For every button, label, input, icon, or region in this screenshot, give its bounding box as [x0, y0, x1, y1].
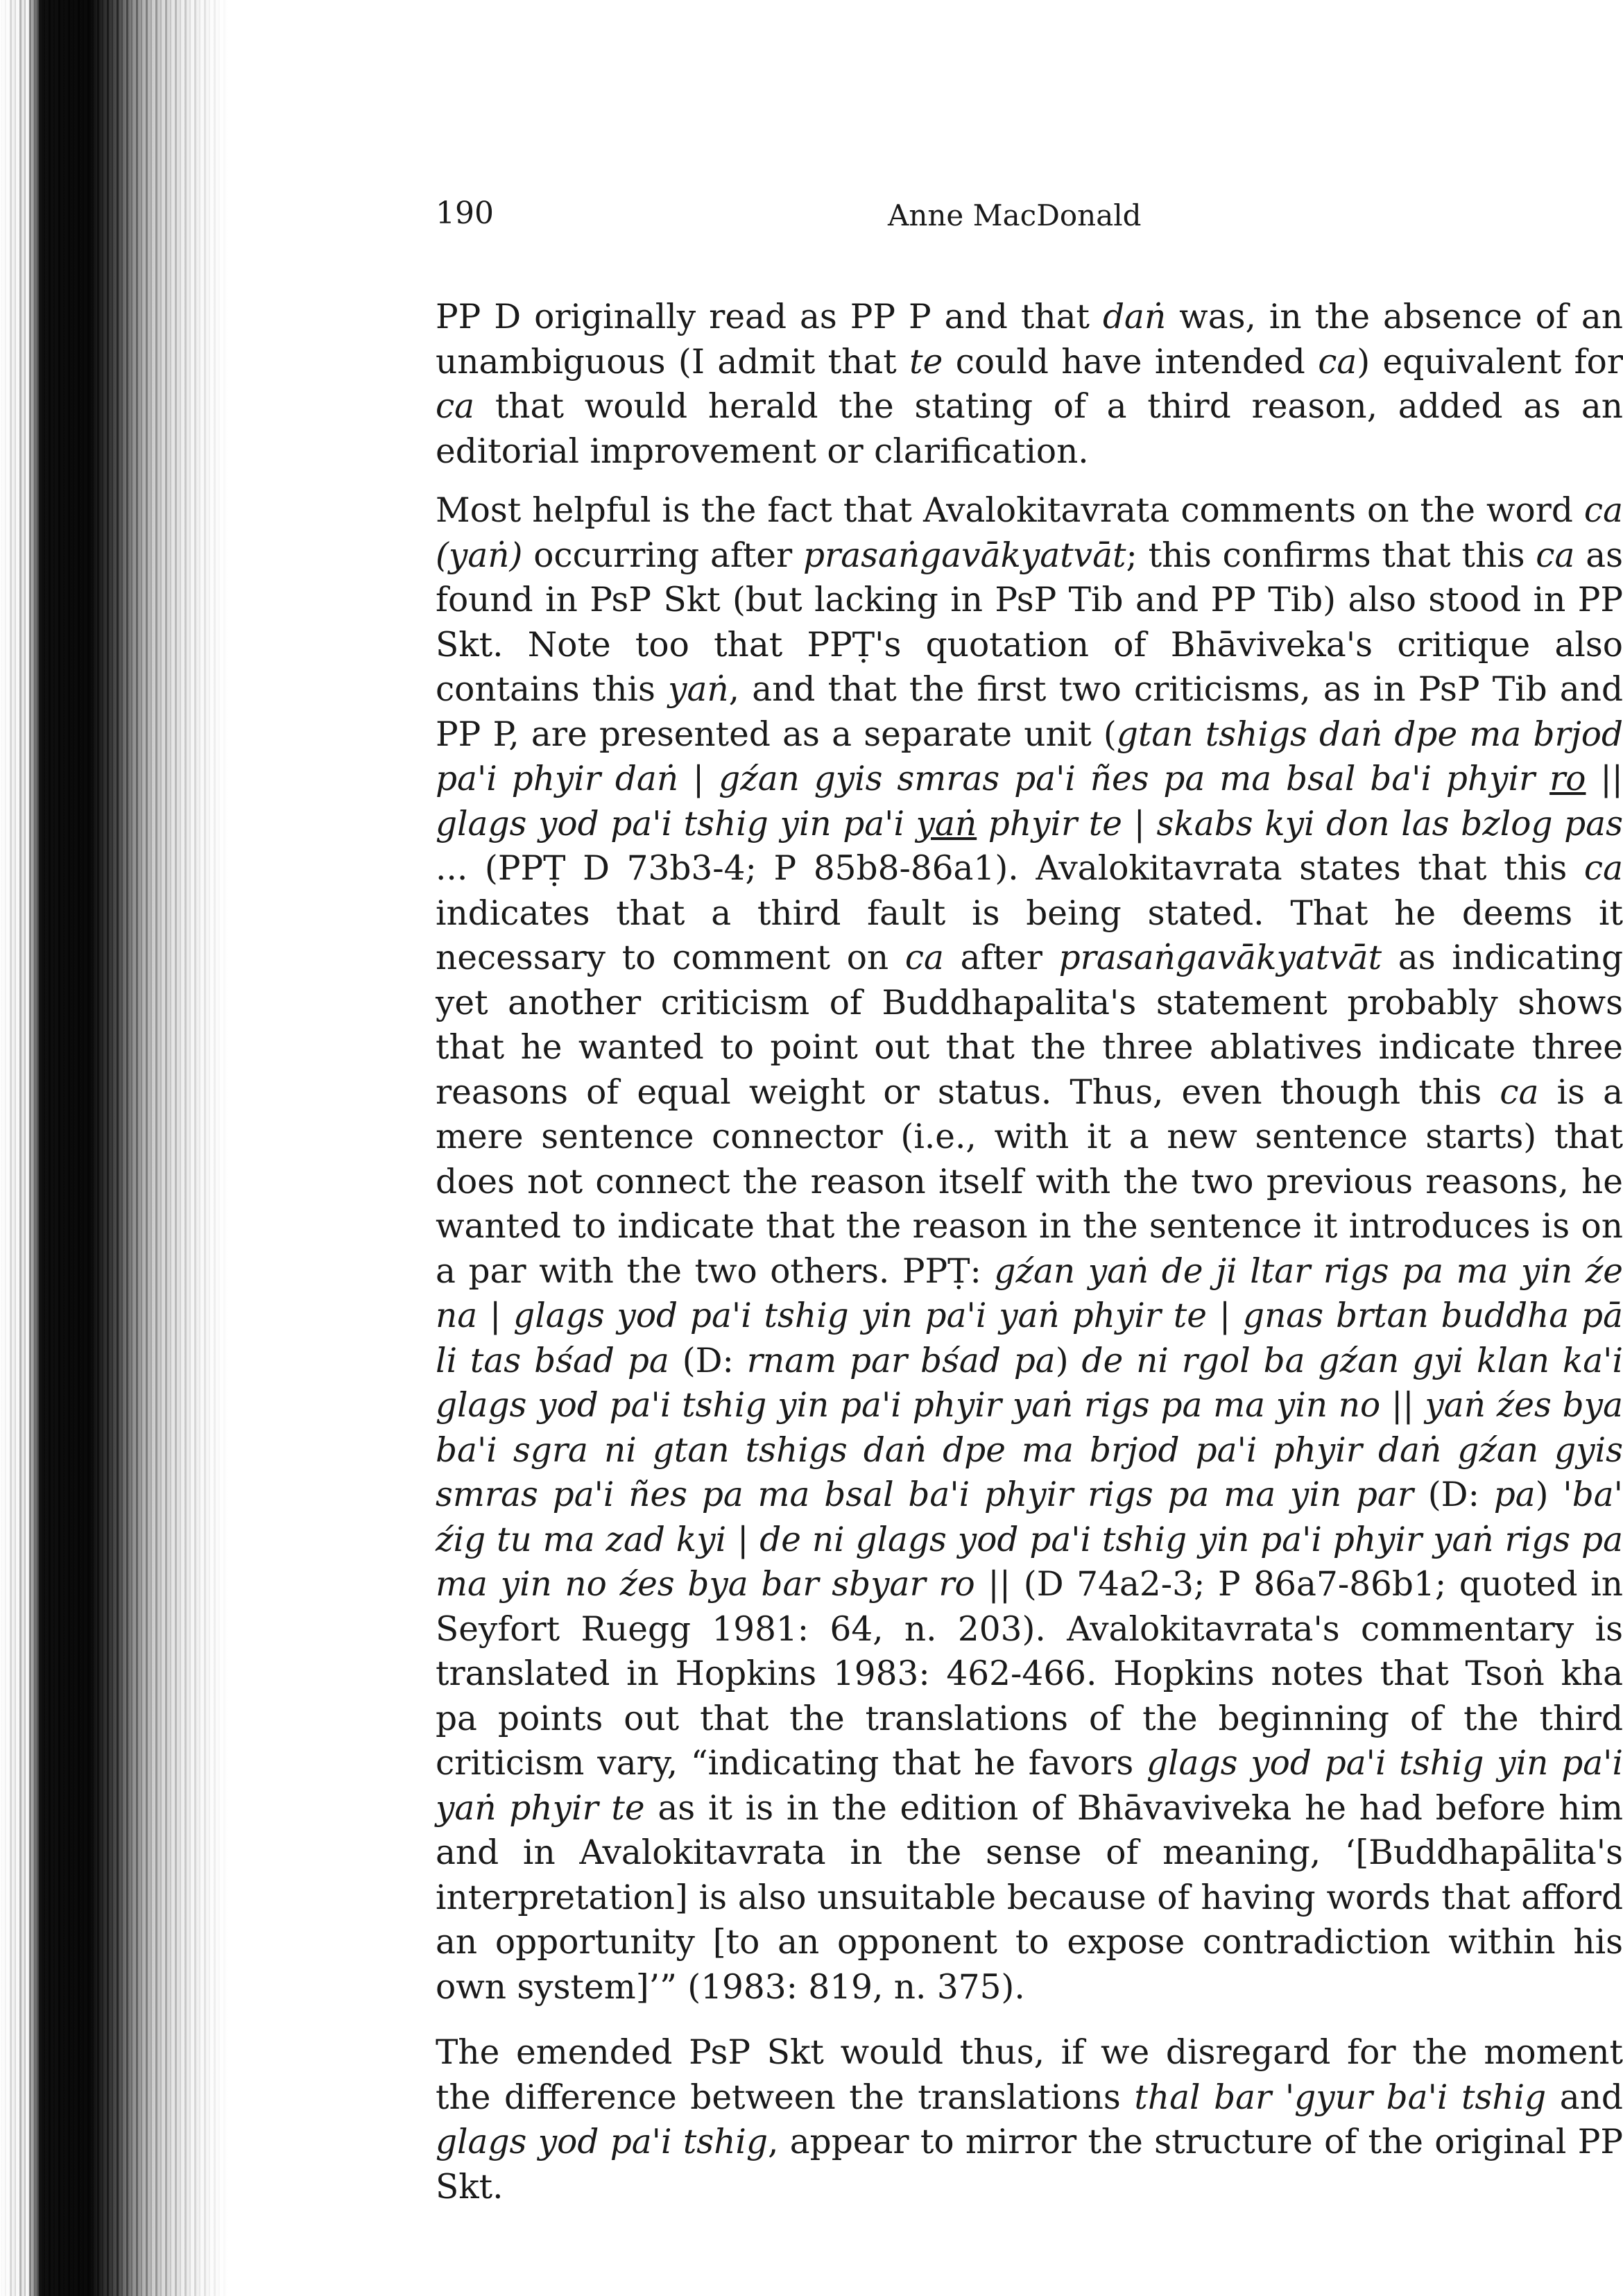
italic-run: ca	[1583, 849, 1623, 888]
italic-run: pa	[1493, 1475, 1536, 1514]
paragraph-2	[436, 488, 1623, 2010]
text-run: that would herald the stating of a third reason, added as an editorial improvement or clarification.	[436, 387, 1623, 471]
italic-run: rnam par bśad pa	[746, 1341, 1056, 1380]
text-run: ) equivalent for	[1357, 342, 1623, 382]
text-run: , appear to mirror the structure of the original PP Skt.	[436, 2123, 1623, 2207]
italic-run: te	[909, 342, 943, 382]
text-run: , and that the first two criticisms, as in PsP Tib and PP P, are presented as a separate unit (	[436, 670, 1623, 754]
text-run: Most helpful is the fact that Avalokitavrata comments on the word	[436, 491, 1584, 530]
text-run: as it is in the edition of Bhāvaviveka he had before him and in Avalokitavrata in the sense of meaning, ‘[Buddhapālita's interpretation] is also unsuitable because of having words that afford an opportunity [to an opponent to expose contradiction within his own system]’” (1983: 819, n. 375).	[436, 1788, 1623, 2007]
text-run: (D 74a2-3; P 86a7-86b1; quoted in Seyfort Ruegg 1981: 64, n. 203). Avalokitavrata's commentary is translated in Hopkins 1983: 462-466. Hopkins notes that Tsoṅ kha pa points out that the translations of the beginning of the third criticism vary, “indicating that he favors	[436, 1565, 1623, 1783]
italic-run: phyir te | skabs kyi don las bzlog pas	[977, 804, 1623, 843]
text-run: as found in PsP Skt (but lacking in PsP Tib and PP Tib) also stood in PP Skt. Note too that PPṬ's quotation of Bhāviveka's critique also contains this	[436, 536, 1623, 709]
text-run: (D:	[1413, 1475, 1494, 1514]
text-run: is a mere sentence connector (i.e., with it a new sentence starts) that does not connect the reason itself with the two previous reasons, he wanted to indicate that the reason in the sentence it introduces is on a par with the two others. PPṬ:	[436, 1072, 1623, 1291]
italic-run: ca	[436, 387, 475, 426]
running-head-author: Anne MacDonald	[888, 198, 1142, 232]
italic-run: ca	[1318, 342, 1357, 382]
italic-run: glags yod pa'i tshig yin pa'i yaṅ phyir te	[436, 1744, 1623, 1828]
text-run: was, in the absence of an unambiguous (I admit that	[436, 298, 1623, 382]
paragraph-3	[436, 2030, 1623, 2209]
italic-run: prasaṅgavākyatvāt	[1058, 939, 1382, 977]
running-head	[436, 196, 1622, 237]
italic-run: || glags yod pa'i tshig yin pa'i	[436, 760, 1623, 843]
page-number: 190	[436, 196, 494, 231]
paragraph-1	[436, 295, 1623, 474]
scan-gutter-fade	[0, 0, 229, 2296]
text-run: could have intended	[943, 342, 1319, 382]
underlined-run: yaṅ	[916, 804, 977, 843]
italic-run: gźan yaṅ de ji ltar rigs pa ma yin źe na | glags yod pa'i tshig yin pa'i yaṅ phyir te | gnas brtan buddha pā li tas bśad pa	[436, 1251, 1623, 1380]
text-run: ... (PPṬ D 73b3-4; P 85b8-86a1). Avalokitavrata states that this	[436, 849, 1584, 888]
text-run: after	[943, 939, 1059, 977]
text-run: PP D originally read as PP P and that	[436, 298, 1103, 336]
text-run: )	[1535, 1475, 1563, 1514]
body-text	[436, 295, 1623, 2224]
italic-run: ca	[904, 939, 944, 977]
italic-run: 'ba' źig tu ma zad kyi | de ni glags yod pa'i tshig yin pa'i phyir yaṅ rigs pa ma yin no źes bya bar sbyar ro ||	[436, 1475, 1623, 1604]
text-run: as indicating yet another criticism of Buddhapalita's statement probably shows that he wanted to point out that the three ablatives indicate three reasons of equal weight or status. Thus, even though this	[436, 939, 1623, 1112]
text-run: The emended PsP Skt would thus, if we disregard for the moment the difference between the translations	[436, 2033, 1623, 2117]
text-run: (D:	[669, 1341, 747, 1380]
italic-run: gtan tshigs daṅ dpe ma brjod pa'i phyir daṅ | gźan gyis smras pa'i ñes pa ma bsal ba'i phyir	[436, 714, 1623, 798]
text-run: occurring after	[522, 536, 804, 575]
italic-run: ca (yaṅ)	[436, 491, 1623, 575]
italic-run: daṅ	[1102, 298, 1167, 336]
italic-run: de ni rgol ba gźan gyi klan ka'i glags yod pa'i tshig yin pa'i phyir yaṅ rigs pa ma yin no || yaṅ źes bya ba'i sgra ni gtan tshigs daṅ dpe ma brjod pa'i phyir daṅ gźan gyis smras pa'i ñes pa ma bsal ba'i phyir rigs pa ma yin par	[436, 1341, 1623, 1514]
text-run: ; this confirms that this	[1126, 536, 1536, 575]
text-run: indicates that a third fault is being stated. That he deems it necessary to comment on	[436, 893, 1623, 977]
italic-run: ca	[1536, 536, 1575, 575]
text-run: and	[1546, 2077, 1623, 2117]
underlined-run: ro	[1549, 760, 1586, 798]
italic-run: thal bar 'gyur ba'i tshig	[1134, 2077, 1547, 2117]
italic-run: yaṅ	[668, 670, 729, 709]
text-run: )	[1055, 1341, 1082, 1380]
italic-run: ca	[1500, 1072, 1539, 1112]
italic-run: prasaṅgavākyatvāt	[803, 536, 1126, 575]
italic-run: glags yod pa'i tshig	[436, 2123, 768, 2161]
